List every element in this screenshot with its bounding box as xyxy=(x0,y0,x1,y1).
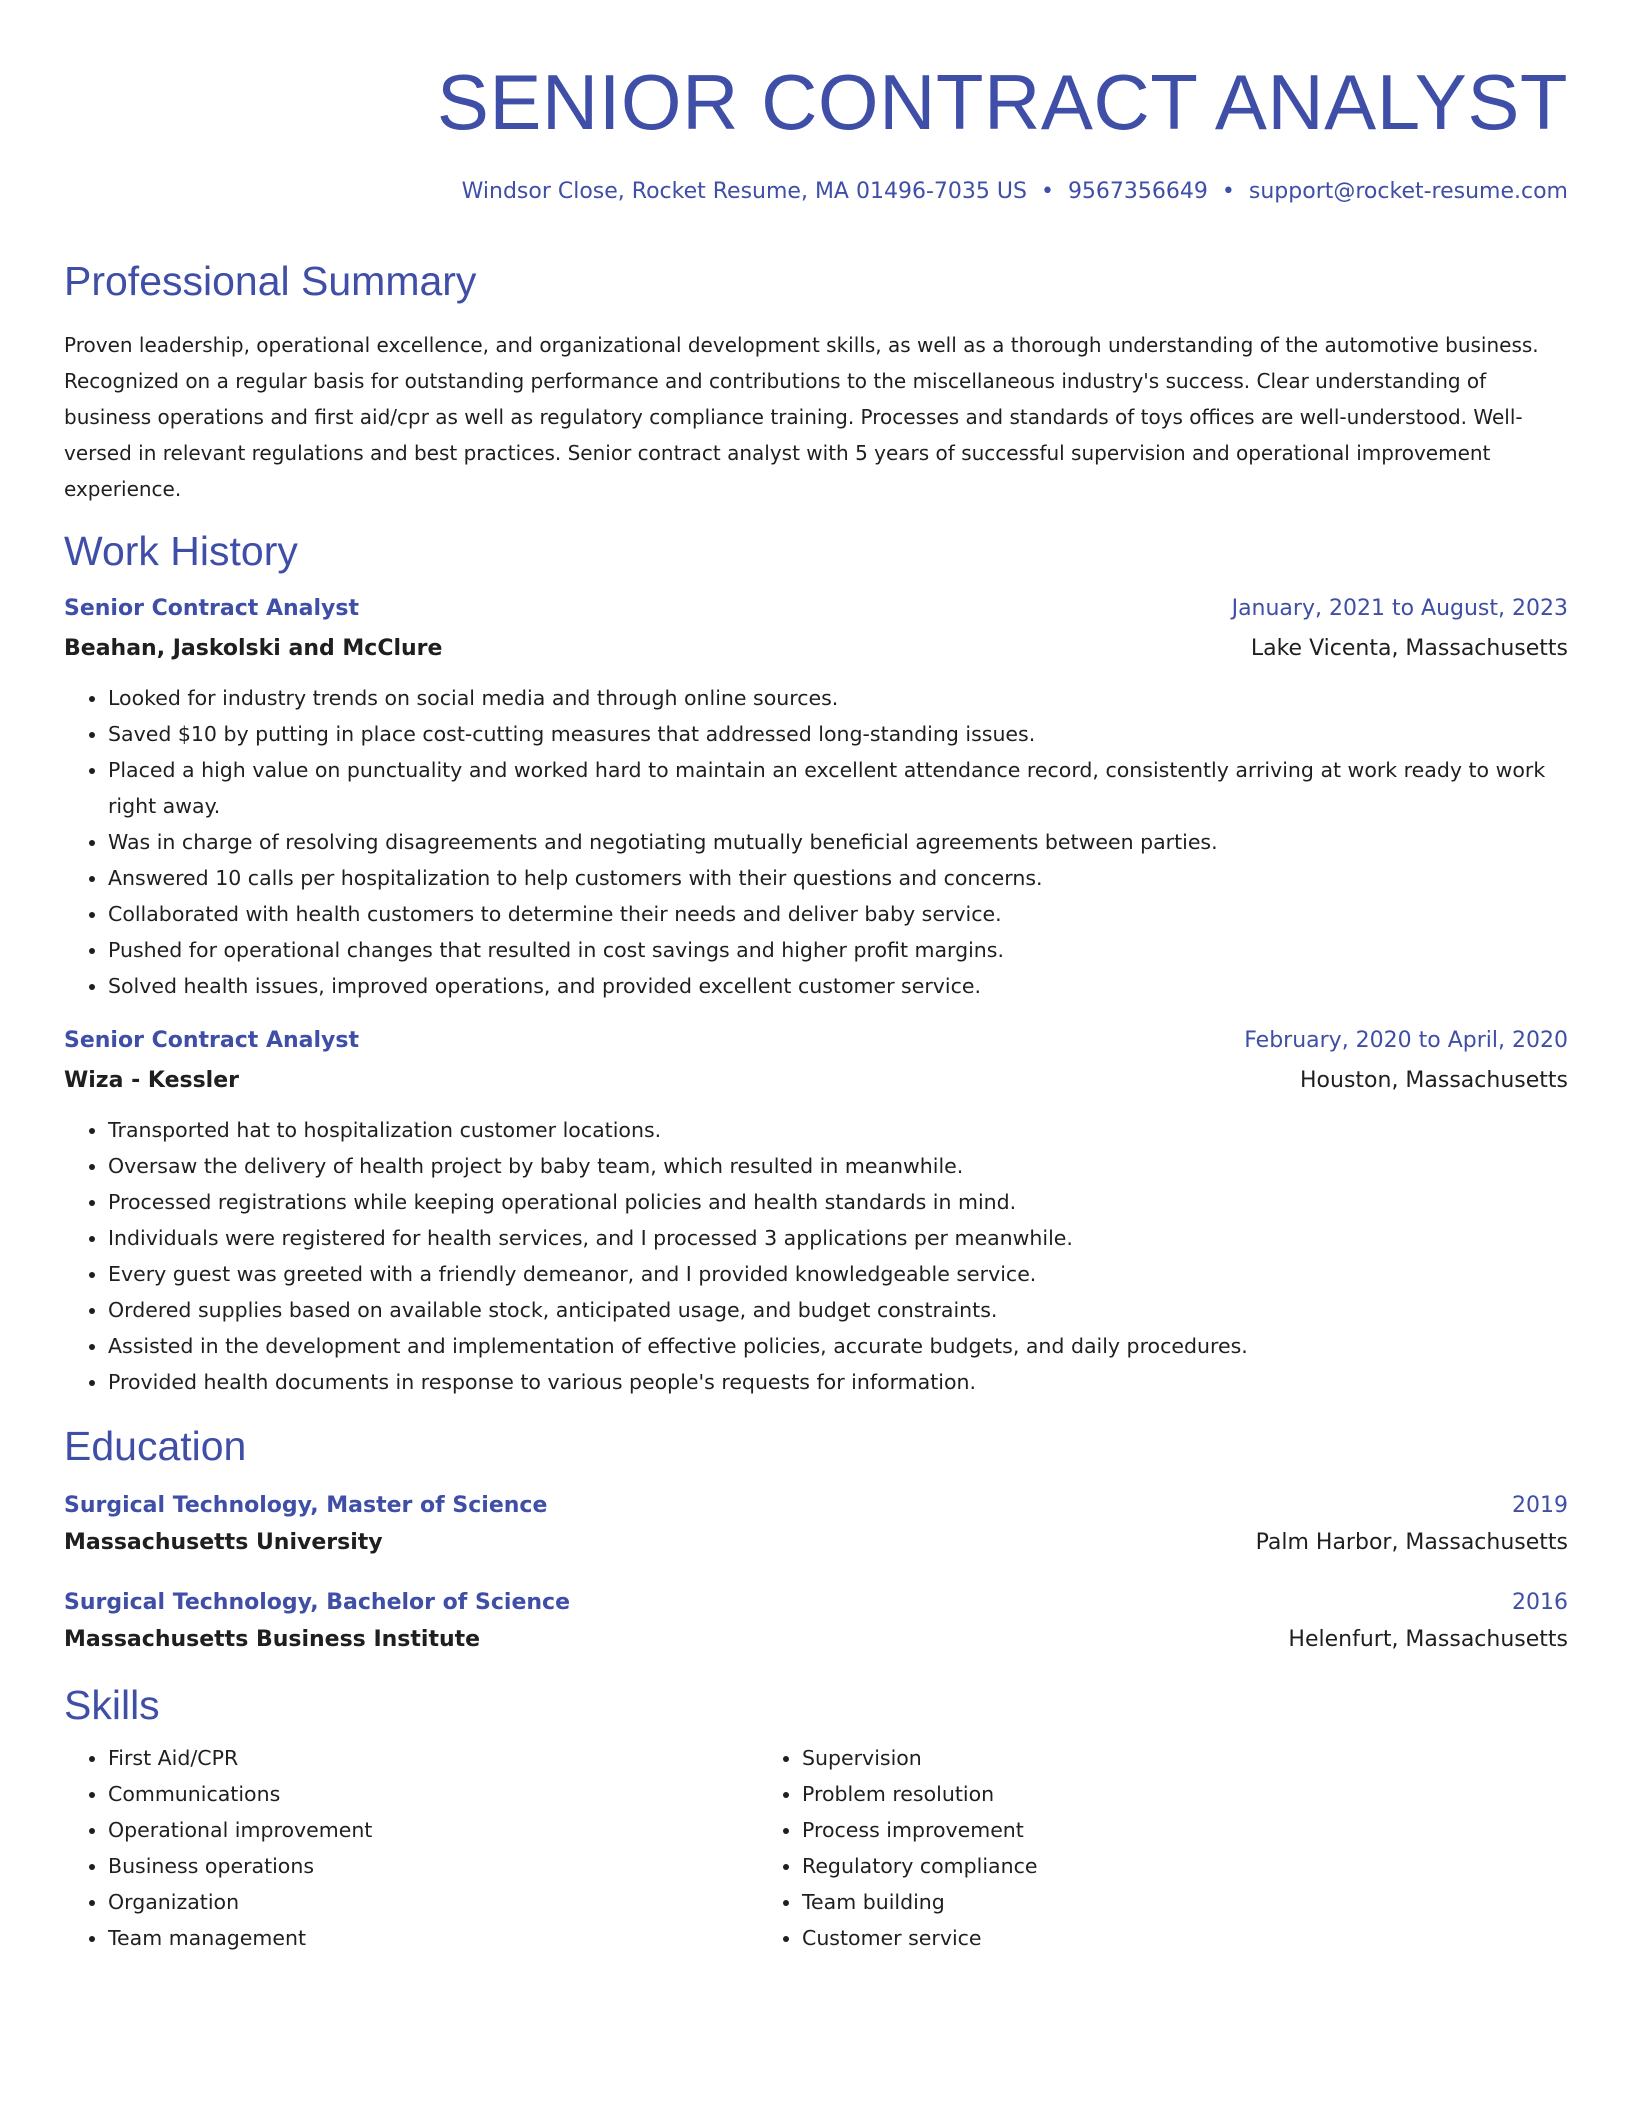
job-company: Beahan, Jaskolski and McClure xyxy=(64,636,443,661)
list-item: • Every guest was greeted with a friendly demeanor, and I provided knowledgeable service. xyxy=(108,1256,1568,1292)
education-school-row xyxy=(64,1625,1568,1655)
job-title-row xyxy=(64,594,1568,624)
job-company-row xyxy=(64,1066,1568,1096)
contact-email: support@rocket-resume.com xyxy=(1248,179,1568,204)
skills-list xyxy=(64,1740,1568,1956)
job-company-row xyxy=(64,634,1568,664)
education-school-row xyxy=(64,1528,1568,1558)
job-bullets xyxy=(64,680,1568,1004)
skill-item: • Regulatory compliance xyxy=(802,1848,1452,1884)
job-bullets xyxy=(64,1112,1568,1400)
skill-item: • First Aid/CPR xyxy=(108,1740,758,1776)
job-dates: February, 2020 to April, 2020 xyxy=(1244,1028,1568,1053)
summary-heading: Professional Summary xyxy=(64,258,477,304)
education-year: 2016 xyxy=(1512,1590,1568,1615)
list-item: • Solved health issues, improved operations, and provided excellent customer service. xyxy=(108,968,1568,1004)
list-item: • Individuals were registered for health services, and I processed 3 applications per meanwhile. xyxy=(108,1220,1568,1256)
list-item: • Placed a high value on punctuality and worked hard to maintain an excellent attendance record, consistently arriving at work ready to work right away. xyxy=(108,752,1568,824)
list-item: • Answered 10 calls per hospitalization to help customers with their questions and concerns. xyxy=(108,860,1568,896)
job-entry xyxy=(64,594,1568,1004)
resume-title: SENIOR CONTRACT ANALYST xyxy=(436,58,1568,146)
job-role: Senior Contract Analyst xyxy=(64,1028,359,1053)
list-item: • Oversaw the delivery of health project by baby team, which resulted in meanwhile. xyxy=(108,1148,1568,1184)
list-item: • Was in charge of resolving disagreements and negotiating mutually beneficial agreements between parties. xyxy=(108,824,1568,860)
list-item: • Pushed for operational changes that resulted in cost savings and higher profit margins. xyxy=(108,932,1568,968)
skill-item: • Process improvement xyxy=(802,1812,1452,1848)
contact-phone: 9567356649 xyxy=(1067,179,1208,204)
education-degree-row xyxy=(64,1588,1568,1618)
education-entry xyxy=(64,1588,1568,1655)
summary-text: Proven leadership, operational excellence, and organizational development skills, as well as a thorough understanding of the automotive business. Recognized on a regular basis for outstanding performance and contributions to the miscellaneous industry's success. Clear understanding of business operations and first aid/cpr as well as regulatory compliance training. Processes and standards of toys offices are well-understood. Well-versed in relevant regulations and best practices. Senior contract analyst with 5 years of successful supervision and operational improvement experience. xyxy=(64,333,1539,501)
education-degree: Surgical Technology, Bachelor of Science xyxy=(64,1590,570,1615)
skill-item: • Business operations xyxy=(108,1848,758,1884)
skill-item: • Team building xyxy=(802,1884,1452,1920)
work-history-heading: Work History xyxy=(64,528,298,574)
education-school: Massachusetts University xyxy=(64,1530,383,1555)
skill-item: • Problem resolution xyxy=(802,1776,1452,1812)
skill-item: • Communications xyxy=(108,1776,758,1812)
contact-address: Windsor Close, Rocket Resume, MA 01496-7035 US xyxy=(461,179,1027,204)
education-location: Palm Harbor, Massachusetts xyxy=(1255,1530,1568,1555)
skill-item: • Organization xyxy=(108,1884,758,1920)
skill-item: • Operational improvement xyxy=(108,1812,758,1848)
skills-column-right xyxy=(758,1740,1452,1956)
contact-line xyxy=(64,177,1568,207)
contact-separator: • xyxy=(1221,179,1235,204)
education-school: Massachusetts Business Institute xyxy=(64,1627,481,1652)
contact-separator: • xyxy=(1040,179,1054,204)
education-entry xyxy=(64,1491,1568,1558)
job-role: Senior Contract Analyst xyxy=(64,596,359,621)
list-item: • Transported hat to hospitalization customer locations. xyxy=(108,1112,1568,1148)
skills-column-left xyxy=(64,1740,758,1956)
education-heading: Education xyxy=(64,1423,247,1469)
list-item: • Assisted in the development and implementation of effective policies, accurate budgets, and daily procedures. xyxy=(108,1328,1568,1364)
list-item: • Ordered supplies based on available stock, anticipated usage, and budget constraints. xyxy=(108,1292,1568,1328)
list-item: • Provided health documents in response to various people's requests for information. xyxy=(108,1364,1568,1400)
education-location: Helenfurt, Massachusetts xyxy=(1288,1627,1568,1652)
job-title-row xyxy=(64,1026,1568,1056)
list-item: • Looked for industry trends on social media and through online sources. xyxy=(108,680,1568,716)
education-degree-row xyxy=(64,1491,1568,1521)
job-dates: January, 2021 to August, 2023 xyxy=(1231,596,1568,621)
skill-item: • Supervision xyxy=(802,1740,1452,1776)
list-item: • Processed registrations while keeping operational policies and health standards in mind. xyxy=(108,1184,1568,1220)
job-entry xyxy=(64,1026,1568,1400)
list-item: • Collaborated with health customers to determine their needs and deliver baby service. xyxy=(108,896,1568,932)
job-company: Wiza - Kessler xyxy=(64,1068,239,1093)
job-location: Houston, Massachusetts xyxy=(1300,1068,1568,1093)
job-location: Lake Vicenta, Massachusetts xyxy=(1250,636,1568,661)
education-degree: Surgical Technology, Master of Science xyxy=(64,1493,548,1518)
list-item: • Saved $10 by putting in place cost-cutting measures that addressed long-standing issues. xyxy=(108,716,1568,752)
education-year: 2019 xyxy=(1512,1493,1568,1518)
skills-heading: Skills xyxy=(64,1682,160,1728)
skill-item: • Customer service xyxy=(802,1920,1452,1956)
skill-item: • Team management xyxy=(108,1920,758,1956)
